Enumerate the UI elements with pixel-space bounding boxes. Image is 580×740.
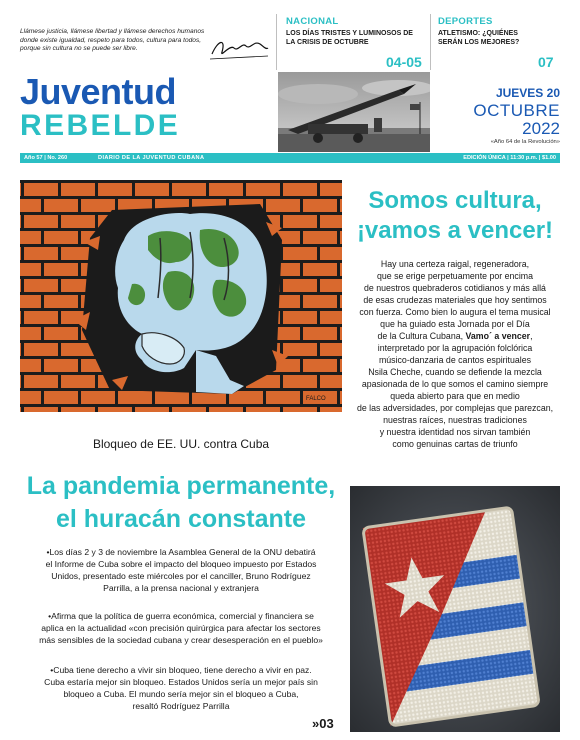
- brick: [20, 263, 41, 276]
- edition-info: EDICIÓN ÚNICA | 11:30 p.m. | $1.00: [463, 155, 556, 161]
- editorial-line: de esas crudezas materiales que hoy sentimos: [363, 295, 547, 305]
- brick: [44, 327, 78, 340]
- brick: [283, 311, 317, 324]
- brick: [61, 375, 95, 388]
- brick: [24, 247, 58, 260]
- brick: [320, 311, 342, 324]
- brick: [24, 183, 58, 196]
- editorial-title-line-2: ¡vamos a vencer!: [356, 217, 554, 244]
- brick: [340, 295, 342, 308]
- brick: [24, 215, 58, 228]
- bullet-line: Unidos, presentado este miércoles por el canciller, Bruno Rodríguez: [51, 571, 311, 581]
- brick: [135, 407, 169, 412]
- story-bullet-2: [20, 610, 342, 646]
- editorial-line: Nsila Cheche, cuando se defiende la mezcla: [368, 367, 542, 377]
- story-bullet-1: [20, 546, 342, 594]
- brick: [20, 407, 21, 412]
- missile-photo-icon: [278, 72, 430, 152]
- brick: [340, 391, 342, 404]
- brick: [172, 183, 206, 196]
- brick: [283, 215, 317, 228]
- main-headline[interactable]: [20, 470, 342, 536]
- editorial-body: [350, 258, 560, 450]
- signature-icon: [208, 34, 270, 64]
- brick: [20, 279, 21, 292]
- teaser-section-deportes[interactable]: DEPORTES: [438, 16, 493, 27]
- editorial-line: queda abierto para que en medio: [390, 391, 520, 401]
- brick: [320, 183, 342, 196]
- brick: [266, 199, 300, 212]
- brick: [61, 215, 95, 228]
- brick: [20, 247, 21, 260]
- editorial-line-text: de la Cultura Cubana,: [377, 331, 464, 341]
- teaser-page-nacional[interactable]: 04-05: [386, 54, 422, 70]
- brick: [340, 231, 342, 244]
- divider: [430, 14, 431, 70]
- editorial-line: nuestras raíces, nuestras tradiciones: [383, 415, 527, 425]
- bullet-line: aplica en la actualidad «con precisión quirúrgica para afectar los sectores: [41, 623, 321, 633]
- brick: [340, 359, 342, 372]
- brick: [44, 263, 78, 276]
- brick: [98, 407, 132, 412]
- song-title: Vamo´ a vencer: [465, 331, 531, 341]
- main-headline-line-2: el huracán constante: [55, 505, 307, 533]
- editorial-line: músico-danzaria de cantos espirituales: [378, 355, 532, 365]
- brick: [283, 407, 317, 412]
- masthead-bar: [20, 153, 560, 163]
- brick: [61, 407, 95, 412]
- brick: [20, 391, 41, 404]
- teaser-page-deportes[interactable]: 07: [538, 54, 554, 70]
- brick: [118, 391, 152, 404]
- editorial-line-punct: ,: [530, 331, 533, 341]
- tagline: DIARIO DE LA JUVENTUD CUBANA: [98, 155, 205, 161]
- editorial-line: apasionada de lo que somos el camino siempre: [361, 379, 549, 389]
- brick: [20, 327, 41, 340]
- brick: [24, 343, 58, 356]
- brick: [340, 199, 342, 212]
- teaser-headline-nacional[interactable]: LOS DÍAS TRISTES Y LUMINOSOS DE LA CRISIS DE OCTUBRE: [286, 30, 413, 46]
- brick: [283, 183, 317, 196]
- editorial-line: que se erige perpetuamente por encima: [377, 271, 533, 281]
- cartoon-caption: Bloqueo de EE. UU. contra Cuba: [92, 437, 270, 451]
- issue-number: Año 57 | No. 260: [24, 155, 68, 161]
- logo-rebelde[interactable]: REBELDE: [20, 109, 181, 142]
- bullet-line: resaltó Rodríguez Parrilla: [132, 701, 230, 711]
- date-month: OCTUBRE: [473, 101, 560, 120]
- bullet-line: Parrilla, a la prensa nacional y extranjera: [103, 583, 259, 593]
- logo-juventud[interactable]: Juventud: [20, 71, 177, 112]
- date-day: JUEVES 20: [495, 86, 560, 100]
- brick: [44, 295, 78, 308]
- brick: [61, 183, 95, 196]
- editorial-line: con fuerza. Como bien lo augura el tema musical: [359, 307, 551, 317]
- brick: [283, 247, 317, 260]
- editorial-line: [350, 330, 560, 342]
- brick: [20, 183, 21, 196]
- teaser-headline-deportes[interactable]: ATLETISMO: ¿QUIÉNES SERÁN LOS MEJORES?: [438, 30, 520, 46]
- brick: [229, 391, 263, 404]
- bullet-line: •Cuba tiene derecho a vivir sin bloqueo, tiene derecho a vivir en paz.: [50, 665, 312, 675]
- editorial-line: Hay una certeza raigal, regeneradora,: [380, 259, 530, 269]
- brick: [24, 407, 58, 412]
- brick: [20, 359, 41, 372]
- brick: [24, 279, 58, 292]
- editorial-line: como genuinas cartas de triunfo: [392, 439, 518, 449]
- brick: [340, 263, 342, 276]
- brick: [283, 279, 317, 292]
- page-reference-link[interactable]: »03: [312, 716, 334, 731]
- brick: [320, 215, 342, 228]
- editorial-title[interactable]: [350, 186, 560, 246]
- brick: [24, 311, 58, 324]
- top-strip: [0, 0, 580, 70]
- brick: [320, 279, 342, 292]
- brick: [44, 391, 78, 404]
- brick: [20, 311, 21, 324]
- brick: [135, 183, 169, 196]
- editorial-line: y nuestra identidad nos sirvan también: [379, 427, 531, 437]
- brick: [283, 343, 317, 356]
- brick: [303, 295, 337, 308]
- brick: [98, 183, 132, 196]
- bullet-line: bloqueo a Cuba. El mundo sería mejor sin el bloqueo a Cuba,: [63, 689, 299, 699]
- editorial-line: de las adversidades, por complejas que parezcan,: [356, 403, 554, 413]
- masthead-quote: Llámese justicia, llámese libertad y llámese derechos humanos donde existe igualdad, respeto para todos, cultura para todos, porque sin cultura no se puede ser libre.: [20, 28, 205, 53]
- fist-globe-illustration-icon[interactable]: [20, 180, 342, 412]
- brick: [340, 327, 342, 340]
- brick: [81, 199, 115, 212]
- brick: [303, 327, 337, 340]
- brick: [20, 199, 41, 212]
- brick: [283, 375, 317, 388]
- brick: [44, 231, 78, 244]
- brick: [303, 359, 337, 372]
- brick: [24, 375, 58, 388]
- brick: [266, 391, 300, 404]
- brick: [155, 391, 189, 404]
- editorial-line: que ha guiado esta Jornada por el Día: [380, 319, 530, 329]
- brick: [303, 199, 337, 212]
- brick: [246, 407, 280, 412]
- brick: [303, 231, 337, 244]
- date-note: «Año 64 de la Revolución»: [490, 139, 560, 145]
- divider: [276, 14, 277, 70]
- brick: [209, 183, 243, 196]
- brick: [209, 407, 243, 412]
- bullet-line: •Los días 2 y 3 de noviembre la Asamblea General de la ONU debatirá: [46, 547, 316, 557]
- brick: [44, 359, 78, 372]
- editorial-title-line-1: Somos cultura,: [368, 187, 542, 214]
- editorial-line: interpretado por la agrupación folclórica: [377, 343, 533, 353]
- brick: [20, 375, 21, 388]
- brick: [303, 263, 337, 276]
- brick: [20, 343, 21, 356]
- brick: [44, 199, 78, 212]
- brick: [320, 247, 342, 260]
- brick: [20, 215, 21, 228]
- cartoon-signature: FALCO: [306, 396, 326, 402]
- main-headline-line-1: La pandemia permanente,: [26, 472, 336, 500]
- brick: [246, 183, 280, 196]
- date-year: 2022: [522, 119, 560, 138]
- brick: [320, 407, 342, 412]
- teaser-section-nacional[interactable]: NACIONAL: [286, 16, 339, 27]
- editorial-line: de nuestros quebraderos cotidianos y más allá: [364, 283, 546, 293]
- story-bullet-3: [20, 664, 342, 712]
- bullet-line: más sensibles de la sociedad cubana y crear desesperación en el pueblo»: [39, 635, 323, 645]
- brick: [20, 231, 41, 244]
- brick: [172, 407, 206, 412]
- brick: [81, 391, 115, 404]
- beaded-cuban-flag-photo-icon[interactable]: [350, 486, 560, 732]
- bullet-line: •Afirma que la política de guerra económica, comercial y financiera se: [48, 611, 314, 621]
- brick: [20, 295, 41, 308]
- bullet-line: el Informe de Cuba sobre el impacto del bloqueo impuesto por Estados: [45, 559, 317, 569]
- brick: [320, 375, 342, 388]
- bullet-line: Cuba estaría mejor sin bloqueo. Estados Unidos sería un mejor país sin: [44, 677, 318, 687]
- brick: [320, 343, 342, 356]
